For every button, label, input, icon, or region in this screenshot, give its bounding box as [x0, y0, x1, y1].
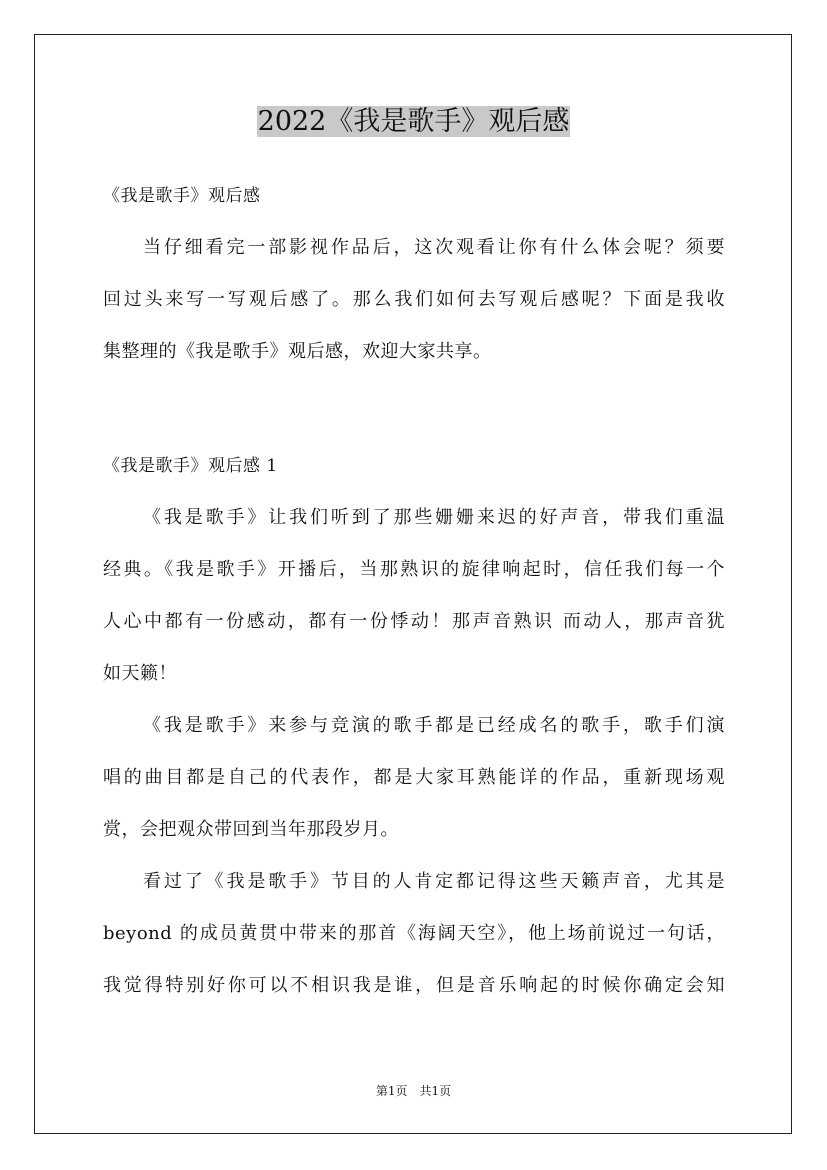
page-number: 第1页 共1页 — [375, 1084, 452, 1098]
paragraph-line: 人心中都有一份感动，都有一份悸动！那声音熟识 而动人，那声音犹 — [103, 611, 725, 632]
section-heading: 《我是歌手》观后感 — [103, 186, 261, 206]
paragraph-line: beyond 的成员黄贯中带来的那首《海阔天空》，他上场前说过一句话， — [103, 923, 725, 944]
paragraph-line: 看过了《我是歌手》节目的人肯定都记得这些天籁声音，尤其是 — [143, 871, 725, 892]
paragraph-line: 经典。《我是歌手》开播后，当那熟识的旋律响起时，信任我们每一个 — [103, 559, 725, 580]
document-title — [0, 103, 827, 141]
document-body-section-1 — [103, 440, 725, 1012]
paragraph-line: 赏，会把观众带回到当年那段岁月。 — [103, 819, 399, 840]
paragraph-line: 如天籁！ — [103, 663, 177, 684]
paragraph-line: 《我是歌手》来参与竞演的歌手都是已经成名的歌手，歌手们演 — [143, 715, 725, 736]
paragraph-line: 《我是歌手》让我们听到了那些姗姗来迟的好声音，带我们重温 — [143, 507, 725, 528]
document-body — [103, 170, 725, 378]
paragraph-line: 回过头来写一写观后感了。那么我们如何去写观后感呢？下面是我收 — [103, 289, 725, 310]
paragraph-line: 当仔细看完一部影视作品后，这次观看让你有什么体会呢？须要 — [143, 237, 725, 258]
section-heading: 《我是歌手》观后感 1 — [103, 456, 278, 476]
document-title-text: 2022《我是歌手》观后感 — [257, 106, 570, 137]
page-footer — [0, 1083, 827, 1099]
paragraph-line: 集整理的《我是歌手》观后感，欢迎大家共享。 — [103, 341, 492, 362]
paragraph-line: 我觉得特别好你可以不相识我是谁，但是音乐响起的时候你确定会知 — [103, 975, 725, 996]
paragraph-line: 唱的曲目都是自己的代表作，都是大家耳熟能详的作品，重新现场观 — [103, 767, 725, 788]
